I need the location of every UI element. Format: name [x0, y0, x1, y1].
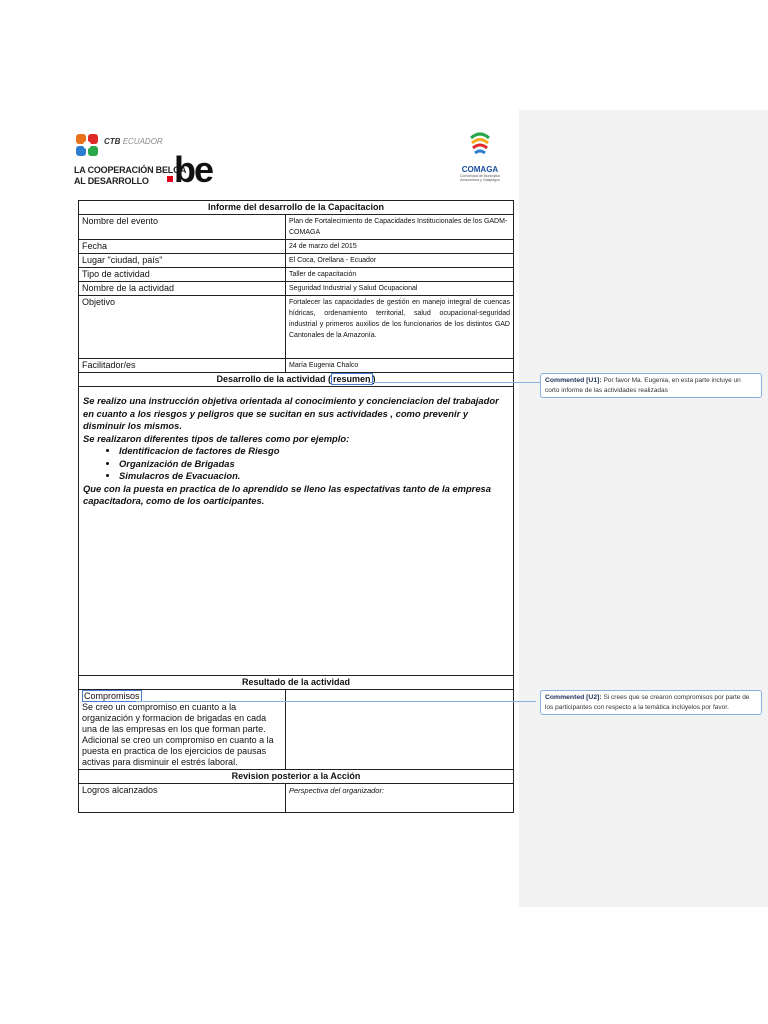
cooperation-logo [74, 132, 224, 192]
summary-body [79, 387, 514, 676]
table-row [79, 359, 514, 373]
row-label: Facilitador/es [79, 359, 286, 373]
review-header: Revision posterior a la Acción [79, 770, 514, 784]
perspectiva-label: Perspectiva del organizador: [286, 784, 514, 813]
row-value: El Coca, Orellana - Ecuador [286, 254, 514, 268]
summary-paragraph: Se realizo una instrucción objetiva orientada al conocimiento y concienciacion del trabajador en cuanto a los riesgos y peligros que se sucitan en sus actividades , como prevenir y disminuir los mismos. [83, 395, 499, 431]
ctb-brand: CTB ECUADOR [104, 137, 163, 146]
comment-connector [136, 701, 536, 702]
row-label: Objetivo [79, 296, 286, 359]
table-row [79, 296, 514, 359]
row-value: Seguridad Industrial y Salud Ocupacional [286, 282, 514, 296]
comment-anchor-u1[interactable]: resumen [333, 374, 371, 384]
table-row [79, 282, 514, 296]
summary-list [83, 445, 509, 483]
comment-connector [368, 382, 518, 383]
row-label: Fecha [79, 240, 286, 254]
comment-anchor-u2[interactable]: Compromisos [84, 691, 140, 701]
summary-paragraph: Que con la puesta en practica de lo aprendido se lleno las espectativas tanto de la empresa capacitadora, como de los oarticipantes. [83, 482, 491, 506]
cooperation-text: LA COOPERACIÓN BELGA AL DESARROLLO [74, 165, 187, 186]
ctb-logo-icon [74, 132, 100, 158]
comaga-emblem-icon [465, 132, 495, 158]
row-label: Tipo de actividad [79, 268, 286, 282]
result-header: Resultado de la actividad [79, 676, 514, 690]
row-label: Lugar "ciudad, país" [79, 254, 286, 268]
be-dot [167, 176, 173, 182]
list-item: • Simulacros de Evacuacion. [119, 470, 509, 483]
summary-paragraph: Se realizaron diferentes tipos de talleres como por ejemplo: [83, 432, 350, 444]
list-item: • Organización de Brigadas [119, 458, 509, 471]
comaga-subtitle: Comunidad de Municipios Amazónicos y Galápagos [459, 174, 501, 182]
table-row [79, 240, 514, 254]
row-value: Fortalecer las capacidades de gestión en manejo integral de cuencas hídricas, ordenamiento territorial, salud ocupacional-seguridad industrial y primeros auxilios de los funcionarios de los distintos GAD Cantonales de la Amazonía. [286, 296, 514, 359]
row-value: 24 de marzo del 2015 [286, 240, 514, 254]
row-label: Nombre de la actividad [79, 282, 286, 296]
summary-header: Desarrollo de la actividad ( resumen ) [79, 373, 514, 387]
be-logo-text: be [174, 149, 213, 190]
comment-connector [518, 382, 541, 383]
table-row [79, 268, 514, 282]
report-table [78, 200, 514, 813]
row-value: Taller de capacitación [286, 268, 514, 282]
row-value: Plan de Fortalecimiento de Capacidades Institucionales de los GADM-COMAGA [286, 215, 514, 240]
logros-label: Logros alcanzados [79, 784, 286, 813]
row-label: Nombre del evento [79, 215, 286, 240]
list-item: • Identificacion de factores de Riesgo [119, 445, 509, 458]
compromisos-text: Se creo un compromiso en cuanto a la organización y formacion de brigadas en cada una de las empresas en los que forman parte. Adicional se creo un compromiso en cuanto a la puesta en practica de los ejercicios de pausas activas para disminuir el estrés laboral. [82, 702, 274, 767]
comment-u2[interactable]: Commented [U2]: Si crees que se crearon compromisos por parte de los participantes con respecto a la temática inclúyelos por favor. [540, 690, 762, 715]
comment-u1[interactable]: Commented [U1]: Por favor Ma. Eugenia, en esta parte incluye un corto informe de las actividades realizadas [540, 373, 762, 398]
table-row [79, 254, 514, 268]
comaga-name: COMAGA [461, 165, 499, 174]
row-value: María Eugenia Chalco [286, 359, 514, 373]
comaga-logo [450, 132, 510, 184]
report-title: Informe del desarrollo de la Capacitacion [79, 201, 514, 215]
comment-pane [519, 110, 768, 907]
table-row [79, 215, 514, 240]
